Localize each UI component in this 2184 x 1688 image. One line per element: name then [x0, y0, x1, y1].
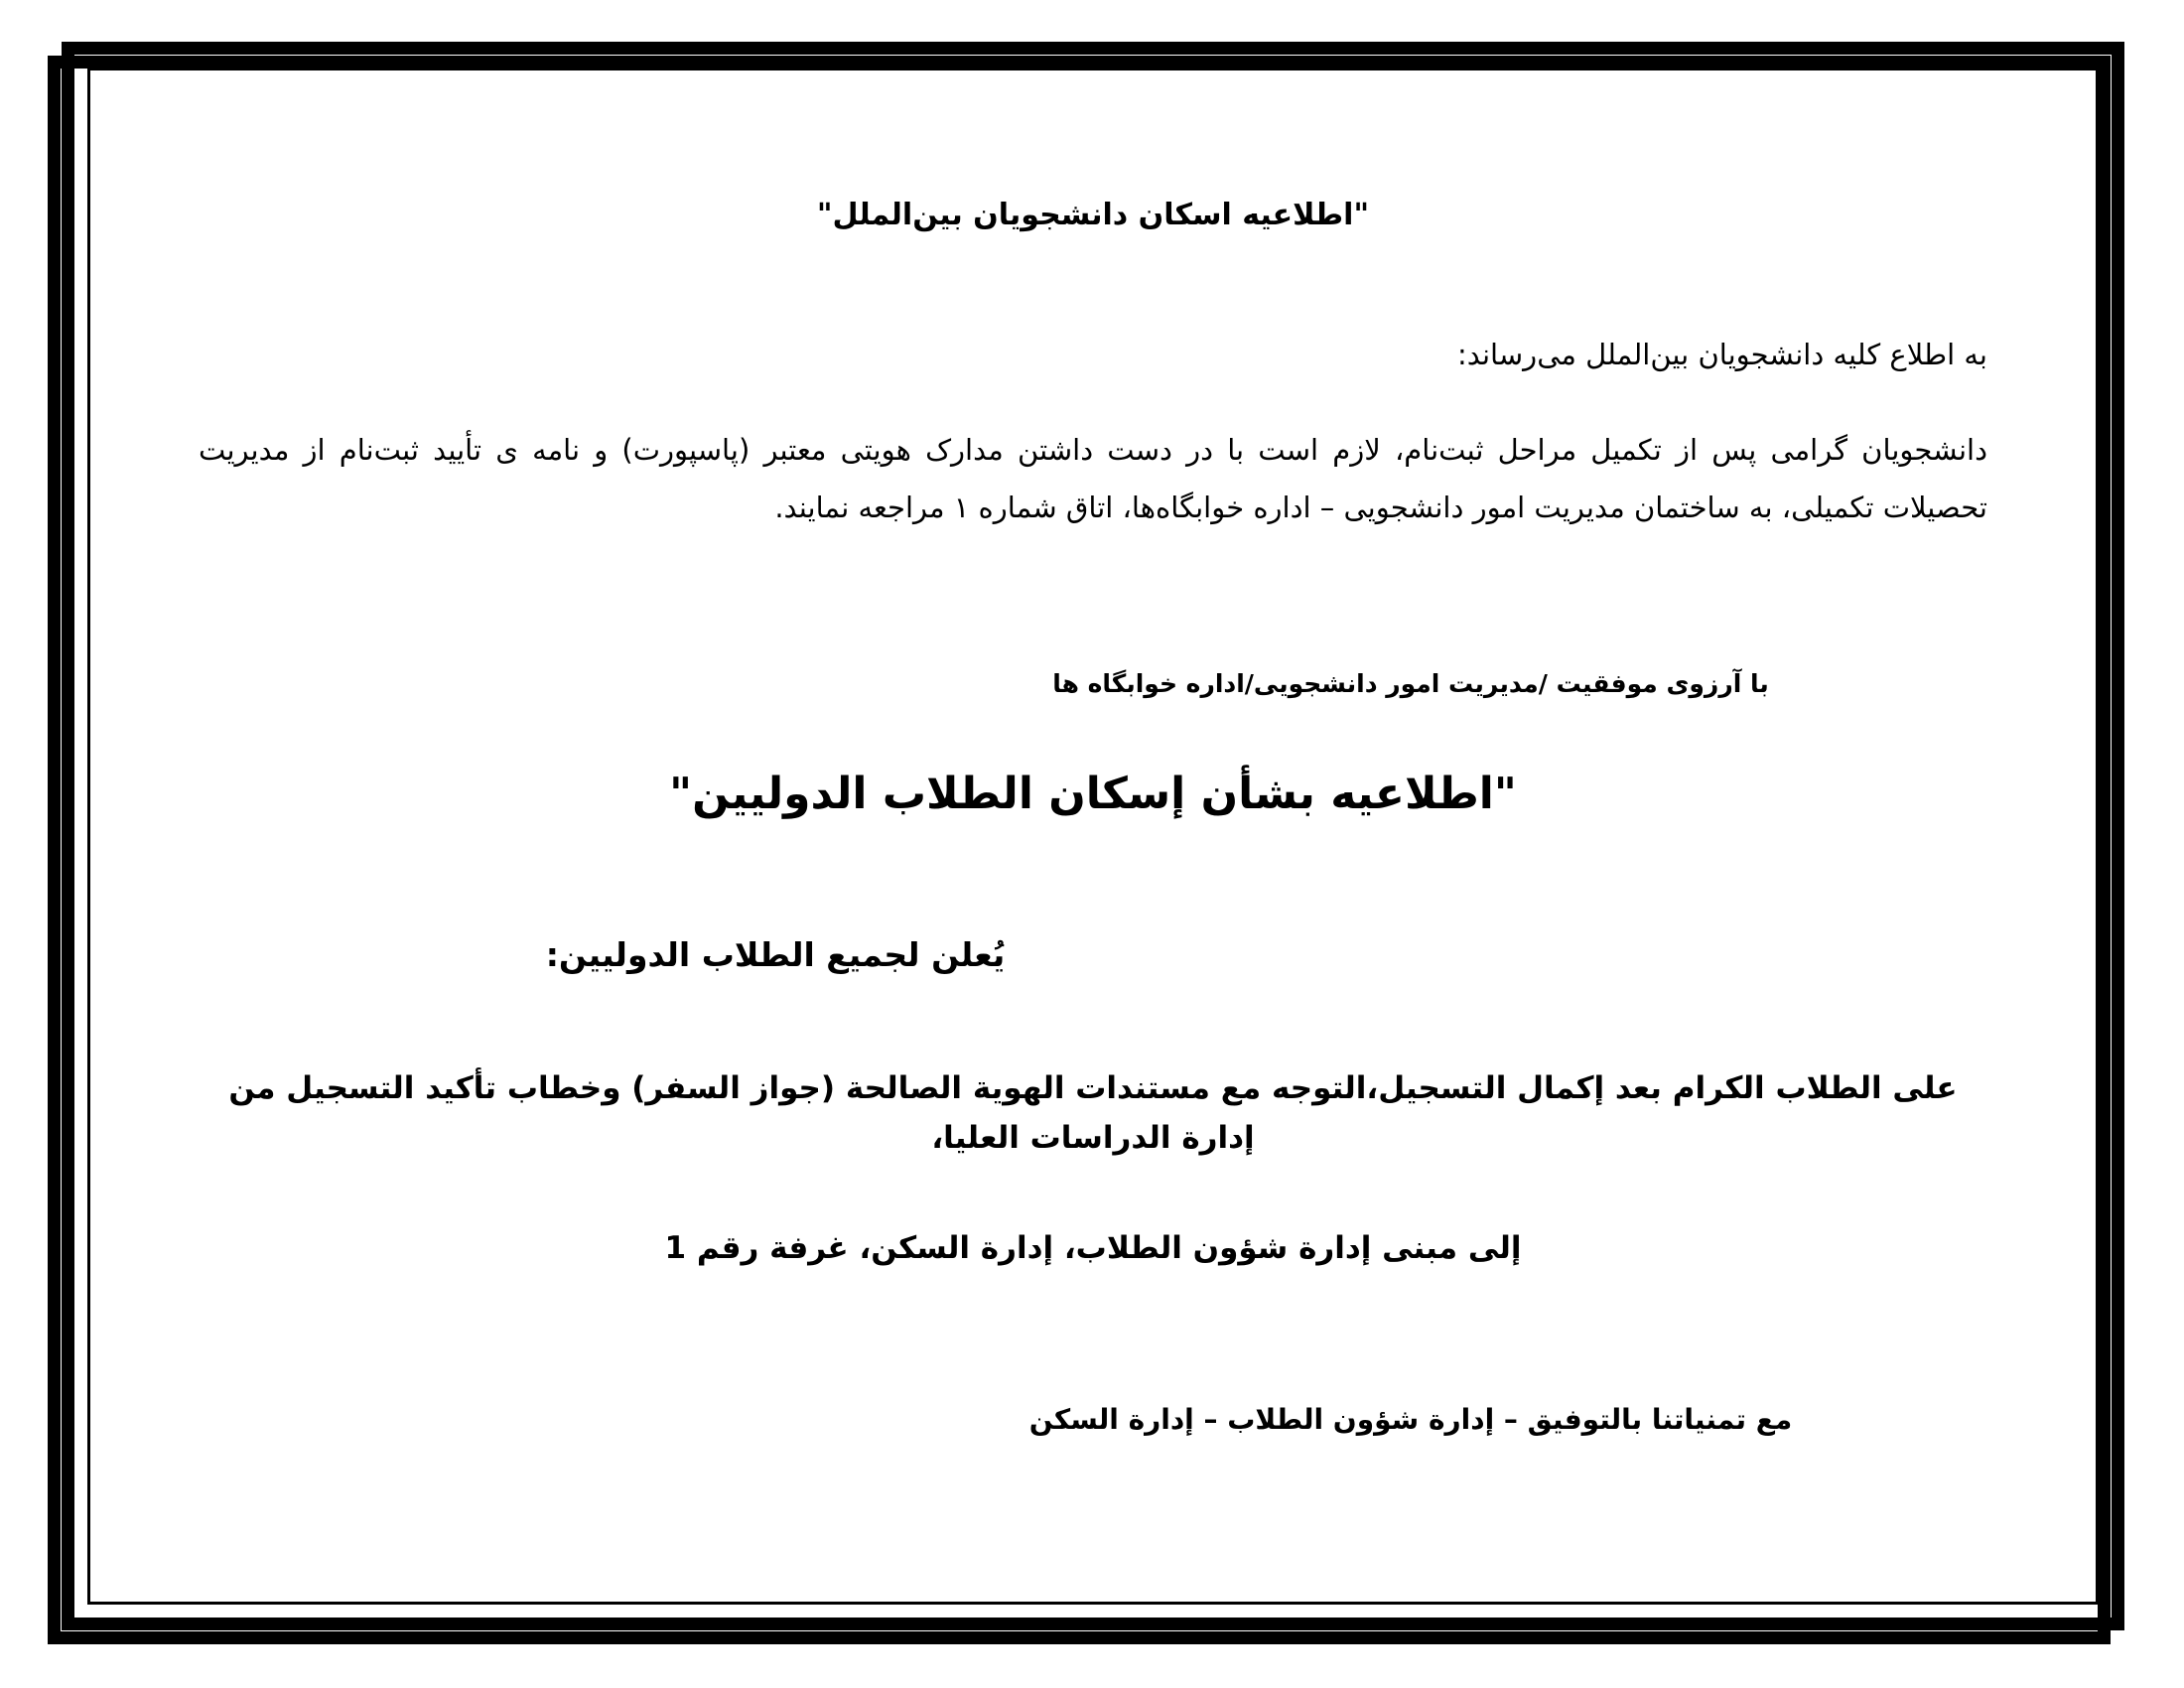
persian-title: "اطلاعیه اسکان دانشجویان بین‌الملل" [816, 198, 1370, 232]
persian-signature: با آرزوی موفقیت /مدیریت امور دانشجویی/اداره خوابگاه ها [1052, 668, 1769, 698]
arabic-lead-row [199, 930, 1987, 980]
persian-body: دانشجویان گرامی پس از تکمیل مراحل ثبت‌نام، لازم است با در دست داشتن مدارک هویتی معتبر (پاسپورت) و نامه ی تأیید ثبت‌نام از مدیریت تحصیلات تکمیلی، به ساختمان مدیریت امور دانشجویی – اداره خوابگاه‌ها، اتاق شماره ۱ مراجعه نمایند. [199, 432, 1987, 524]
arabic-body-line-1: على الطلاب الكرام بعد إكمال التسجيل،التوجه مع مستندات الهوية الصالحة (جواز السفر) وخطاب تأكيد التسجيل من إدارة الدراسات العليا، [228, 1070, 1958, 1156]
arabic-body-line-2: إلى مبنى إدارة شؤون الطلاب، إدارة السكن، غرفة رقم 1 [664, 1230, 1522, 1267]
arabic-lead: يُعلن لجميع الطلاب الدوليين: [545, 934, 1006, 974]
persian-lead: به اطلاع کلیه دانشجویان بین‌الملل می‌رساند: [1456, 338, 1987, 371]
announcement-content [109, 89, 2077, 1583]
arabic-signature-row [199, 1399, 1987, 1441]
persian-signature-row [199, 665, 1987, 703]
arabic-signature: مع تمنياتنا بالتوفيق – إدارة شؤون الطلاب – إدارة السكن [1028, 1402, 1793, 1436]
arabic-title: "اطلاعیه بشأن إسكان الطلاب الدوليين" [669, 769, 1517, 819]
